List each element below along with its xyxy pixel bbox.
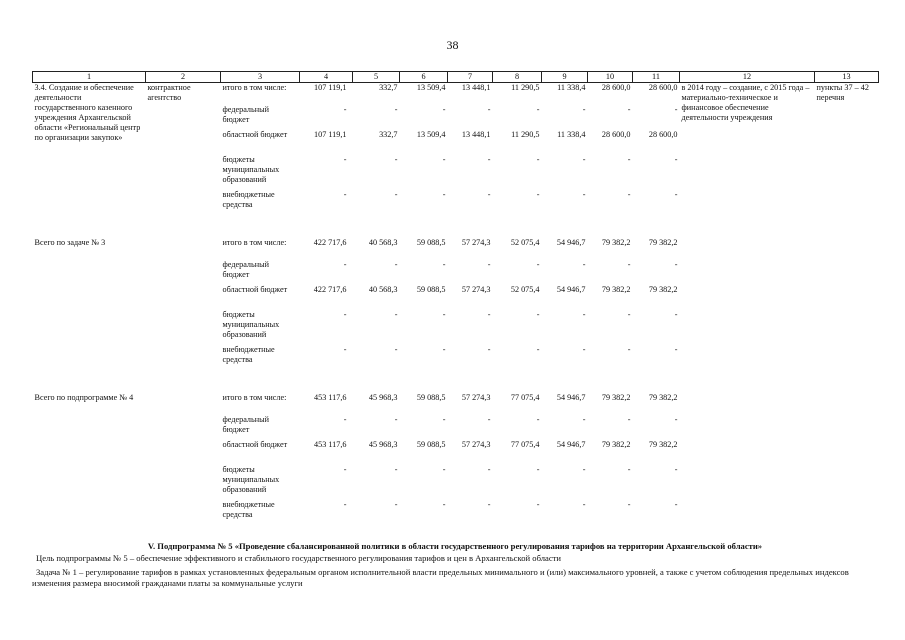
column-number-cell: 7 <box>448 72 493 83</box>
points-cell: пункты 37 – 42 перечня <box>816 83 869 102</box>
amount-cell: - <box>674 154 678 164</box>
amount-cell: 453 117,6 <box>314 439 347 449</box>
column-number-cell: 5 <box>353 72 400 83</box>
amount-cell: - <box>487 499 491 509</box>
amount-cell: - <box>442 499 446 509</box>
page-number: 38 <box>446 38 459 52</box>
group-spacer <box>33 214 879 238</box>
column-number-cell: 4 <box>300 72 353 83</box>
column-number-cell: 13 <box>815 72 879 83</box>
amount-cell: - <box>343 154 347 164</box>
amount-cell: - <box>394 499 398 509</box>
amount-cell: - <box>627 499 631 509</box>
amount-cell: - <box>674 464 678 474</box>
amount-cell: - <box>487 104 491 114</box>
amount-cell: - <box>394 189 398 199</box>
table-row <box>33 83 879 105</box>
amount-cell: 13 509,4 <box>416 129 446 139</box>
amount-cell: - <box>442 259 446 269</box>
amount-cell: 79 382,2 <box>601 284 631 294</box>
amount-cell: - <box>394 414 398 424</box>
result-cell: в 2014 году – создание, с 2015 года – материально-техническое и финансовое обеспечение деятельности учреждения <box>681 83 810 122</box>
amount-cell: - <box>582 344 586 354</box>
amount-cell: - <box>536 344 540 354</box>
amount-cell: 79 382,2 <box>648 392 678 402</box>
amount-cell: - <box>442 309 446 319</box>
group-name-cell: Всего по подпрограмме № 4 <box>34 392 134 402</box>
funding-source-cell: бюджеты муниципальных образований <box>222 154 280 184</box>
amount-cell: - <box>394 154 398 164</box>
amount-cell: 59 088,5 <box>416 392 446 402</box>
funding-source-cell: областной бюджет <box>222 129 288 139</box>
funding-source-cell: федеральный бюджет <box>222 259 270 279</box>
amount-cell: 28 600,0 <box>601 129 631 139</box>
amount-cell: 11 290,5 <box>511 83 540 92</box>
points-cell <box>815 238 879 369</box>
amount-cell: 422 717,6 <box>313 237 347 247</box>
amount-cell: - <box>536 259 540 269</box>
amount-cell: - <box>442 414 446 424</box>
amount-cell: - <box>343 464 347 474</box>
column-number-cell: 10 <box>588 72 633 83</box>
amount-cell: - <box>627 414 631 424</box>
amount-cell: - <box>582 464 586 474</box>
amount-cell: 59 088,5 <box>416 284 446 294</box>
section-task: Задача № 1 – регулирование тарифов в рамках установленных федеральным органом исполнительной власти предельных минимального и (или) максимального уровней, а также с учетом соблюдения предельных индексов изменения размера вносимой гражданами платы за коммунальные услуги <box>32 567 849 588</box>
amount-cell: - <box>343 104 347 114</box>
funding-source-cell: бюджеты муниципальных образований <box>222 464 280 494</box>
funding-source-cell: итого в том числе: <box>222 83 287 92</box>
amount-cell: 13 509,4 <box>416 83 446 92</box>
amount-cell: 13 448,1 <box>461 83 491 92</box>
executor-cell: контрактное агентство <box>147 83 191 102</box>
amount-cell: 54 946,7 <box>556 237 586 247</box>
column-number-cell: 11 <box>633 72 680 83</box>
amount-cell: 57 274,3 <box>461 439 491 449</box>
section-goal: Цель подпрограммы № 5 – обеспечение эффективного и стабильного государственного регулирования тарифов и цен в Архангельской области <box>36 553 562 563</box>
amount-cell: 79 382,2 <box>601 237 631 247</box>
amount-cell: 79 382,2 <box>601 392 631 402</box>
amount-cell: - <box>627 104 631 114</box>
amount-cell: 11 338,4 <box>557 129 586 139</box>
amount-cell: - <box>487 464 491 474</box>
amount-cell: 107 119,1 <box>314 129 347 139</box>
amount-cell: - <box>674 189 678 199</box>
amount-cell: - <box>394 259 398 269</box>
amount-cell: 45 968,3 <box>368 439 398 449</box>
amount-cell: 57 274,3 <box>461 284 491 294</box>
amount-cell: - <box>487 414 491 424</box>
column-number-cell: 2 <box>146 72 221 83</box>
amount-cell: - <box>582 154 586 164</box>
amount-cell: 79 382,2 <box>601 439 631 449</box>
amount-cell: - <box>343 189 347 199</box>
amount-cell: - <box>582 189 586 199</box>
funding-source-cell: внебюджетные средства <box>222 189 275 209</box>
amount-cell: - <box>627 344 631 354</box>
amount-cell: 28 600,0 <box>648 83 678 92</box>
funding-source-cell: бюджеты муниципальных образований <box>222 309 280 339</box>
amount-cell: - <box>536 464 540 474</box>
amount-cell: 52 075,4 <box>510 237 540 247</box>
amount-cell: 332,7 <box>379 129 398 139</box>
amount-cell: - <box>627 259 631 269</box>
amount-cell: - <box>487 309 491 319</box>
amount-cell: 79 382,2 <box>648 439 678 449</box>
amount-cell: 40 568,3 <box>368 284 398 294</box>
amount-cell: - <box>487 189 491 199</box>
executor-cell <box>146 238 221 369</box>
result-cell <box>680 393 815 524</box>
spacer-cell <box>33 214 879 238</box>
column-number-cell: 3 <box>221 72 300 83</box>
column-number-cell: 6 <box>400 72 448 83</box>
funding-source-cell: внебюджетные средства <box>222 344 275 364</box>
amount-cell: - <box>536 309 540 319</box>
amount-cell: 57 274,3 <box>461 392 491 402</box>
amount-cell: - <box>627 154 631 164</box>
group-spacer <box>33 369 879 393</box>
amount-cell: - <box>442 154 446 164</box>
group-name-cell: 3.4. Создание и обеспечение деятельности государственного казенного учреждения Архангельской области «Региональный центр по организации закупок» <box>34 83 141 142</box>
amount-cell: 28 600,0 <box>601 83 631 92</box>
amount-cell: - <box>442 104 446 114</box>
amount-cell: - <box>394 344 398 354</box>
column-number-cell: 1 <box>33 72 146 83</box>
funding-source-cell: итого в том числе: <box>222 237 287 247</box>
amount-cell: - <box>536 499 540 509</box>
amount-cell: 52 075,4 <box>510 284 540 294</box>
amount-cell: - <box>674 414 678 424</box>
amount-cell: - <box>394 464 398 474</box>
amount-cell: 79 382,2 <box>648 237 678 247</box>
amount-cell: - <box>674 499 678 509</box>
funding-source-cell: итого в том числе: <box>222 392 287 402</box>
amount-cell: - <box>343 259 347 269</box>
funding-source-cell: внебюджетные средства <box>222 499 275 519</box>
amount-cell: - <box>582 414 586 424</box>
amount-cell: - <box>582 259 586 269</box>
amount-cell: - <box>487 344 491 354</box>
amount-cell: - <box>394 104 398 114</box>
amount-cell: 54 946,7 <box>556 439 586 449</box>
amount-cell: - <box>674 309 678 319</box>
amount-cell: 28 600,0 <box>648 129 678 139</box>
amount-cell: - <box>536 189 540 199</box>
executor-cell <box>146 393 221 524</box>
group-name-cell: Всего по задаче № 3 <box>34 237 106 247</box>
spacer-cell <box>33 369 879 393</box>
amount-cell: 54 946,7 <box>556 392 586 402</box>
amount-cell: - <box>582 309 586 319</box>
amount-cell: - <box>394 309 398 319</box>
funding-source-cell: федеральный бюджет <box>222 414 270 434</box>
amount-cell: - <box>674 104 678 114</box>
column-number-cell: 8 <box>493 72 542 83</box>
table-row <box>33 238 879 260</box>
column-number-cell: 9 <box>542 72 588 83</box>
funding-source-cell: областной бюджет <box>222 284 288 294</box>
amount-cell: - <box>343 344 347 354</box>
amount-cell: 422 717,6 <box>313 284 347 294</box>
amount-cell: - <box>627 309 631 319</box>
amount-cell: - <box>442 464 446 474</box>
amount-cell: 453 117,6 <box>314 392 347 402</box>
amount-cell: - <box>343 309 347 319</box>
amount-cell: 77 075,4 <box>510 439 540 449</box>
amount-cell: 332,7 <box>379 83 398 92</box>
amount-cell: - <box>343 414 347 424</box>
section-heading: V. Подпрограмма № 5 «Проведение сбалансированной политики в области государственного регулирования тарифов на территории Архангельской области» <box>147 541 763 551</box>
amount-cell: - <box>674 344 678 354</box>
amount-cell: - <box>674 259 678 269</box>
amount-cell: 11 338,4 <box>557 83 586 92</box>
points-cell <box>815 393 879 524</box>
amount-cell: 13 448,1 <box>461 129 491 139</box>
amount-cell: - <box>487 154 491 164</box>
amount-cell: - <box>442 344 446 354</box>
amount-cell: - <box>536 414 540 424</box>
amount-cell: - <box>487 259 491 269</box>
funding-source-cell: областной бюджет <box>222 439 288 449</box>
amount-cell: 40 568,3 <box>368 237 398 247</box>
amount-cell: - <box>536 154 540 164</box>
table-body <box>33 72 879 524</box>
amount-cell: 107 119,1 <box>314 83 347 92</box>
column-number-cell: 12 <box>680 72 815 83</box>
column-number-row <box>33 72 879 83</box>
amount-cell: - <box>627 464 631 474</box>
amount-cell: - <box>442 189 446 199</box>
subprogram-section <box>32 541 878 592</box>
table-row <box>33 393 879 415</box>
amount-cell: 57 274,3 <box>461 237 491 247</box>
funding-source-cell: федеральный бюджет <box>222 104 270 124</box>
amount-cell: 79 382,2 <box>648 284 678 294</box>
amount-cell: - <box>343 499 347 509</box>
amount-cell: - <box>582 499 586 509</box>
result-cell <box>680 238 815 369</box>
amount-cell: 54 946,7 <box>556 284 586 294</box>
amount-cell: - <box>536 104 540 114</box>
amount-cell: 45 968,3 <box>368 392 398 402</box>
amount-cell: 59 088,5 <box>416 237 446 247</box>
budget-table <box>32 71 879 524</box>
amount-cell: - <box>582 104 586 114</box>
amount-cell: - <box>627 189 631 199</box>
amount-cell: 59 088,5 <box>416 439 446 449</box>
amount-cell: 11 290,5 <box>511 129 540 139</box>
amount-cell: 77 075,4 <box>510 392 540 402</box>
